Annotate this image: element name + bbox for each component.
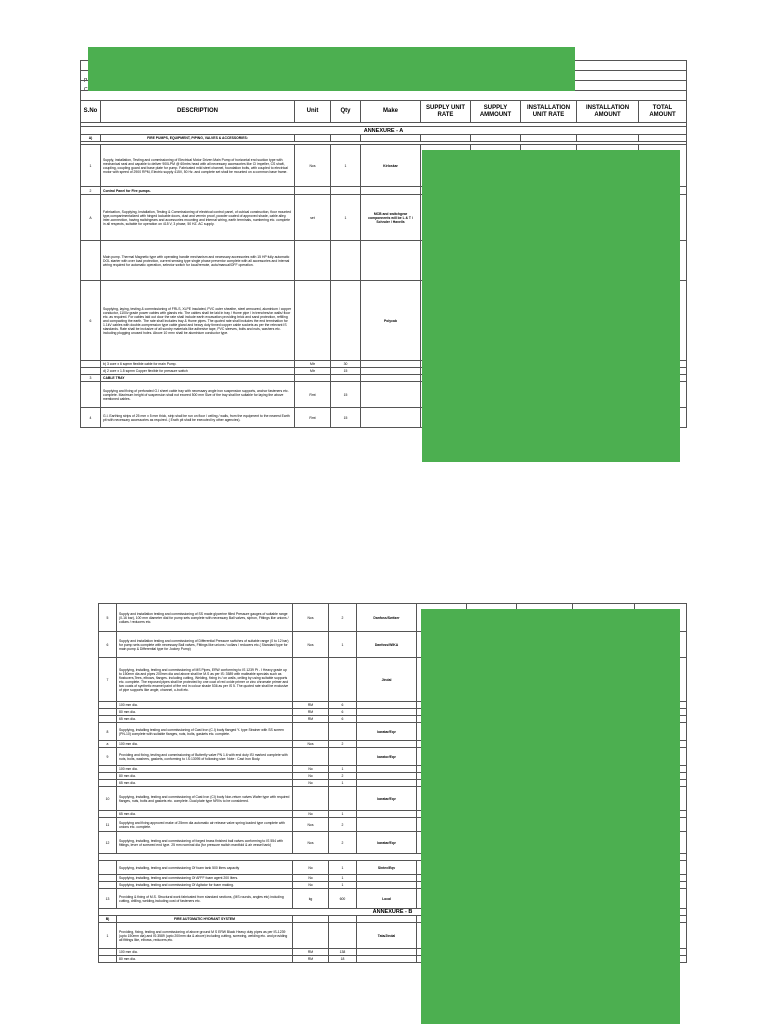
table-row: 80 mm dia. RM 18 [99,956,687,963]
table-row: 5 Supply and installation testing and commissioning of SS made glycerine filled Pressure gauges of suitable range (0-16 bar), 100 mm diameter dial for pump sets complete with necessary Ball valves, siphon, Fittings like unions / collars / reducers etc. Nos 2 Danfoss/Switzer [99,604,687,632]
table-row: 9 Providing and fixing, testing and commissioning of Butterfly valve PN 1.6 with end duty ISI marked complete with nuts, bolts, washers, gaskets, conforming to I.S:13095 of following size: Note : Cast Iron Body. karator/Eqv [99,748,687,766]
col-header: SUPPLY UNIT RATE [421,101,471,123]
col-header: Unit [295,101,331,123]
table-row: Supplying, installing, testing and commissioning Of Agitator for foam making. No 1 [99,882,687,889]
document-page-2 [0,560,768,1024]
col-header: SUPPLY AMMOUNT [471,101,521,123]
table-row: 100 mm dia. No 1 [99,766,687,773]
table-row: 13 Providing & fixing of M.S. Structural work fabricated from standard sections, (MS rounds, angles etc) including cutting, drilling, welding,including cost of fasteners etc. kg 600 Local [99,889,687,909]
table-row: 11 Supplying and fixing approved make of 25mm dia automatic air release valve spring loaded type complete with unions etc. complete. Nos 2 [99,818,687,832]
table-row: 100 mm dia. RM 138 [99,949,687,956]
table-row: b) 3 core x 6 sqmm flexible cable for main Pump. Mtr 30 [81,361,687,368]
table-row: 65 mm dia. No 1 [99,780,687,787]
table-row: A Fabrication, Supplying, Installation, Testing & Commissioning of electrical control panel, of cubical construction, floor mounted type,compartmentalized with hinged lockable doors, dust and vermin proof, powder coated of approved shade, cable alley, inter-connection, having switchgears and accessories mounting and internal wiring, earth terminals, numbering etc. complete in all respects, suitable for operation on 415 V, 3 phase, 50 HZ. AC supply. set 1 MCB and switchgear componnents will be L & T / Schnder / Havells [81,195,687,241]
table-row: Supplying, installing, testing and commissioning Of AFFF foam agent 200 liters. No 1 [99,875,687,882]
table-row: 100 mm dia. RM 6 [99,702,687,709]
row-description: Fabrication, Supplying, Installation, Testing & Commissioning of electrical control panel, of cubical construction, floor mounted type,compartmentalized with hinged lockable doors, dust and vermin proof, powder coated of approved shade, cable alley, inter-connection, having switchgears and accessories mounting and internal wiring, earth terminals, numbering etc. complete in all respects, suitable for operation on 415 V, 3 phase, 50 HZ. AC supply. [101,195,295,241]
col-header: TOTAL AMOUNT [639,101,687,123]
row-description: Supply, installation, Testing and commissioning of Electrical Motor Driven Main Pump of horizontal end suction type with mechanical seal and capable to deliver 900LPM @ 60mtrs head with all necessary accessories like CI impeller, CS shaft, coupling, coupling guard and base plate for pump. Fabricated mild steel channel, foundation bolts, with coupled to electrical motor with speed of 2900 RPM, Electric supply 415V, 50 Hz. and complete set shall be mounted on a common base frame. [101,145,295,187]
table-row: 10 Supplying, installing, testing and commissioning of Cast Iron (CI) body Non-return valves Wafer type with required flanges, nuts, bolts and gaskets etc. complete. Dual plate type NRVs to be considered. karatar/Eqv [99,787,687,811]
col-header: S.No [81,101,101,123]
table-row: 4 G.I. Earthing strips of 25 mm x 5 mm thick, strip shall be run on floor / ceiling / walls, from the equipment to the nearest Earth pit with necessary accessories as required. ( Erath pit shall be executed by other agencies). Rmt 15 [81,408,687,428]
table-header-row [81,101,687,123]
col-header: INSTALLATION UNIT RATE [521,101,577,123]
table-row: 8 Supplying, installing testing and commissioning of Cast Iron (C.I) body flanged Y- type Strainer with SS screen (PN-10) complete with suitable flanges, nuts, bolts, gaskets etc. complete. karatar/Eqv [99,723,687,741]
section-number: A) [81,135,101,142]
table-row: 1 Providing, fixing, testing and commissioning of above ground M S ERW Black Heavy duty pipes as per IS-1239 (upto 150mm dia) and IS:3589 (upto 200mm dia & above) including cutting, screwing, welding etc. and providing all fittings like, elbows, reducers,etc. Tata/Jindal [99,923,687,949]
section-title: FIRE PUMPS, EQUIPMENT, PIPING, VALVES & ACCESSORIES: [101,135,295,142]
redaction-block-prices [422,150,680,462]
col-header: Make [361,101,421,123]
table-row: 80 mm dia. No 2 [99,773,687,780]
header-mark-p: P [84,78,88,84]
col-header: DESCRIPTION [101,101,295,123]
table-row: 65 mm dia. RM 6 [99,716,687,723]
table-row: 6 Supplying, laying, testing & commissioning of FRLS, XLPE insulated, PVC outer sheathe, steel armoured, aluminium / copper conductor, 1100v grade power cables with glands etc. The cables shall be laid in tray / Hume pipe / in trenches/on walls/ floor etc. as required. For cables laid out door the rate shall include earth excavation providing brick and sand protection, refilling and compacting the earth. The rate shall includes tray & Hume pipes. The quoted rate shall includes the end termination for 1.1kV cables with double-compression type cable gland and heavy duty tinned copper cable sockets as per the relevant IS standards. Rate shall be inclusive of all sundry materials like adhesive tape, PVC sleeves, bolts and nuts, washers etc. including plugging unused holes. Above 10 mm² shall be aluminium conductor type. Polycab [81,281,687,361]
table-row: d) 2 core x 1.5 sqmm Copper flexible for pressure switch Mtr 15 [81,368,687,375]
row-description: Supplying and fixing of perforated G.I sheet cable tray with necessary angle iron suspension supports, anchor fasteners etc. complete. Maximum height of suspension shall not exceed 500 mm Size of the tray shall be suitable for laying the above mentioned cables. [101,382,295,408]
header-mark-c: C [84,87,88,93]
table-row: 80 mm dia. RM 6 [99,709,687,716]
row-description: G.I. Earthing strips of 25 mm x 5 mm thick, strip shall be run on floor / ceiling / walls, from the equipment to the nearest Earth pit with necessary accessories as required. ( Erath pit shall be executed by other agencies). [101,408,295,428]
table-row: Supplying and fixing of perforated G.I sheet cable tray with necessary angle iron suspension supports, anchor fasteners etc. complete. Maximum height of suspension shall not exceed 500 mm Size of the tray shall be suitable for laying the above mentioned cables. Rmt 15 [81,382,687,408]
redaction-block-header [88,47,575,91]
annexure-a-title: ANNEXURE - A [81,127,687,135]
table-row: a 100 mm dia. Nos 2 [99,741,687,748]
table-row: 1 Supply, installation, Testing and commissioning of Electrical Motor Driven Main Pump of horizontal end suction type with mechanical seal and capable to deliver 900LPM @ 60mtrs head with all necessary accessories like CI impeller, CS shaft, coupling, coupling guard and base plate for pump. Fabricated mild steel channel, foundation bolts, with coupled to electrical motor with speed of 2900 RPM, Electric supply 415V, 50 Hz. and complete set shall be mounted on a common base frame. Nos 1 Kirloskar [81,145,687,187]
row-description: Main pump. Thermal Magnetic type with operating handle mechanism and necessary accessories with 15 HP fully automatic DOL starter with over load protection, current sensing type single phase preventor complete with all accessories and internal wiring required for automatic operation, selector switch for local/remote, auto/manual/OFF operation. [101,241,295,281]
table-row: B) FIRE AUTOMATIC HYDRANT SYSTEM [99,916,687,923]
table-row: 6 Supply and installation testing and commissioning of Differential Pressure switches of suitable range (0 to 12 bar) for pump sets complete with necessary Ball valves, Fittings like unions / collars / reducers etc.( Standard type for main pump & Differential type for Jockey Pump) Nos 1 Danfoss/WIKA [99,632,687,658]
table-row: 7 Supplying, installing, testing and commissioning of MS Pipes, ERW conforming to IS 1239 Pt - I Heavy grade up to 150mm dia and pipes 200mm dia and above shall be M.S as per IS: 3589 with malleable specials such as flostucers,Tees, elbows, flanges. including cutting, Welding, fixing in / on walls, ceiling by using suitable supports etc. complete. The exposed pipes shall be protected by one coat of red oxide primer or zinc chromate primer and two coats of synthetic enamel paint of fire red in colour shade 536 as per IS 5. The quoted rate shall be exclusive of pipe supports like angle, channel, u-bolt etc. Jindal [99,658,687,702]
col-header: Qty [331,101,361,123]
table-row: 12 Supplying, installing, testing and commissioning of forged brass finished ball valves conforming to IS 554 with fittings, lever of screwed end type. 25 mm nominal dia (for pressure switch manifold & air vessel tank) Nos 2 karatar/Eqv [99,832,687,854]
row-description: Supplying, laying, testing & commissioning of FRLS, XLPE insulated, PVC outer sheathe, steel armoured, aluminium / copper conductor, 1100v grade power cables with glands etc. The cables shall be laid in tray / Hume pipe / in trenches/on walls/ floor etc. as required. For cables laid out door the rate shall include earth excavation providing brick and sand protection, refilling and compacting the earth. The rate shall includes tray & Hume pipes. The quoted rate shall includes the end termination for 1.1kV cables with double-compression type cable gland and heavy duty tinned copper cable sockets as per the relevant IS standards. Rate shall be inclusive of all sundry materials like adhesive tape, PVC sleeves, bolts and nuts, washers etc. including plugging unused holes. Above 10 mm² shall be aluminium conductor type. [101,281,295,361]
table-row: 3 CABLE TRAY [81,375,687,382]
table-row: Supplying, installing, testing and commissioning Of foam tank 500 liters capacity No 1 Sintex/Eqv [99,861,687,875]
table-row: 65 mm dia. No 1 [99,811,687,818]
annexure-b-title: ANNEXURE - B [99,909,687,916]
redaction-block-prices-2 [421,609,680,1024]
table-row: 2 Control Panel for Fire pumps. [81,187,687,195]
col-header: INSTALLATION AMOUNT [577,101,639,123]
